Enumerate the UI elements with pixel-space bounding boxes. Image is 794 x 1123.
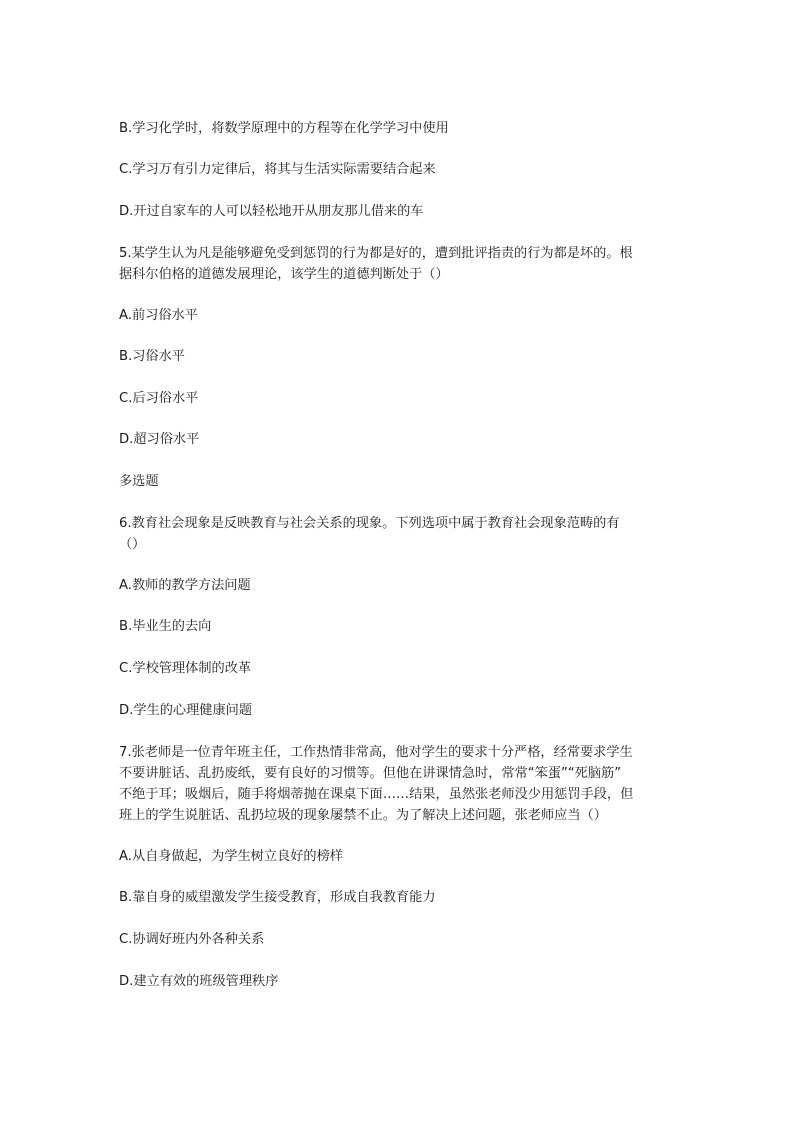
q6-option-a: A.教师的教学方法问题 bbox=[119, 578, 251, 593]
q7-stem-line: 不要讲脏话、乱扔废纸，要有良好的习惯等。但他在讲课情急时，常常“笨蛋”“死脑筋” bbox=[119, 766, 622, 781]
q6-stem bbox=[119, 513, 667, 555]
q7-stem-line: 班上的学生说脏话、乱扔垃圾的现象屡禁不止。为了解决上述问题，张老师应当（） bbox=[119, 808, 607, 823]
q4-option-b: B.学习化学时，将数学原理中的方程等在化学学习中使用 bbox=[119, 121, 449, 136]
q5-stem-line: 5.某学生认为凡是能够避免受到惩罚的行为都是好的，遭到批评指责的行为都是坏的。根 bbox=[119, 246, 633, 261]
q5-option-a: A.前习俗水平 bbox=[119, 308, 198, 323]
q5-option-d: D.超习俗水平 bbox=[119, 432, 200, 447]
q7-stem bbox=[119, 742, 667, 826]
q6-stem-line: 6.教育社会现象是反映教育与社会关系的现象。下列选项中属于教育社会现象范畴的有 bbox=[119, 516, 620, 531]
q7-option-a: A.从自身做起，为学生树立良好的榜样 bbox=[119, 849, 343, 864]
q6-option-d: D.学生的心理健康问题 bbox=[119, 703, 253, 718]
q7-option-b: B.靠自身的威望激发学生接受教育，形成自我教育能力 bbox=[119, 890, 436, 905]
q7-stem-line: 7.张老师是一位青年班主任，工作热情非常高，他对学生的要求十分严格，经常要求学生 bbox=[119, 745, 633, 760]
q5-stem bbox=[119, 243, 667, 285]
section-title-multiple-choice: 多选题 bbox=[119, 474, 159, 489]
q7-option-c: C.协调好班内外各种关系 bbox=[119, 932, 265, 947]
q6-stem-line: （） bbox=[119, 537, 146, 552]
q6-option-b: B.毕业生的去向 bbox=[119, 619, 212, 634]
q7-option-d: D.建立有效的班级管理秩序 bbox=[119, 974, 279, 989]
q7-stem-line: 不绝于耳；吸烟后，随手将烟蒂抛在课桌下面……结果，虽然张老师没少用惩罚手段，但 bbox=[119, 787, 634, 802]
q4-option-d: D.开过自家车的人可以轻松地开从朋友那儿借来的车 bbox=[119, 204, 424, 219]
q6-option-c: C.学校管理体制的改革 bbox=[119, 661, 252, 676]
q4-option-c: C.学习万有引力定律后，将其与生活实际需要结合起来 bbox=[119, 162, 436, 177]
q5-option-c: C.后习俗水平 bbox=[119, 391, 199, 406]
q5-stem-line: 据科尔伯格的道德发展理论，该学生的道德判断处于（） bbox=[119, 267, 449, 282]
q5-option-b: B.习俗水平 bbox=[119, 349, 185, 364]
